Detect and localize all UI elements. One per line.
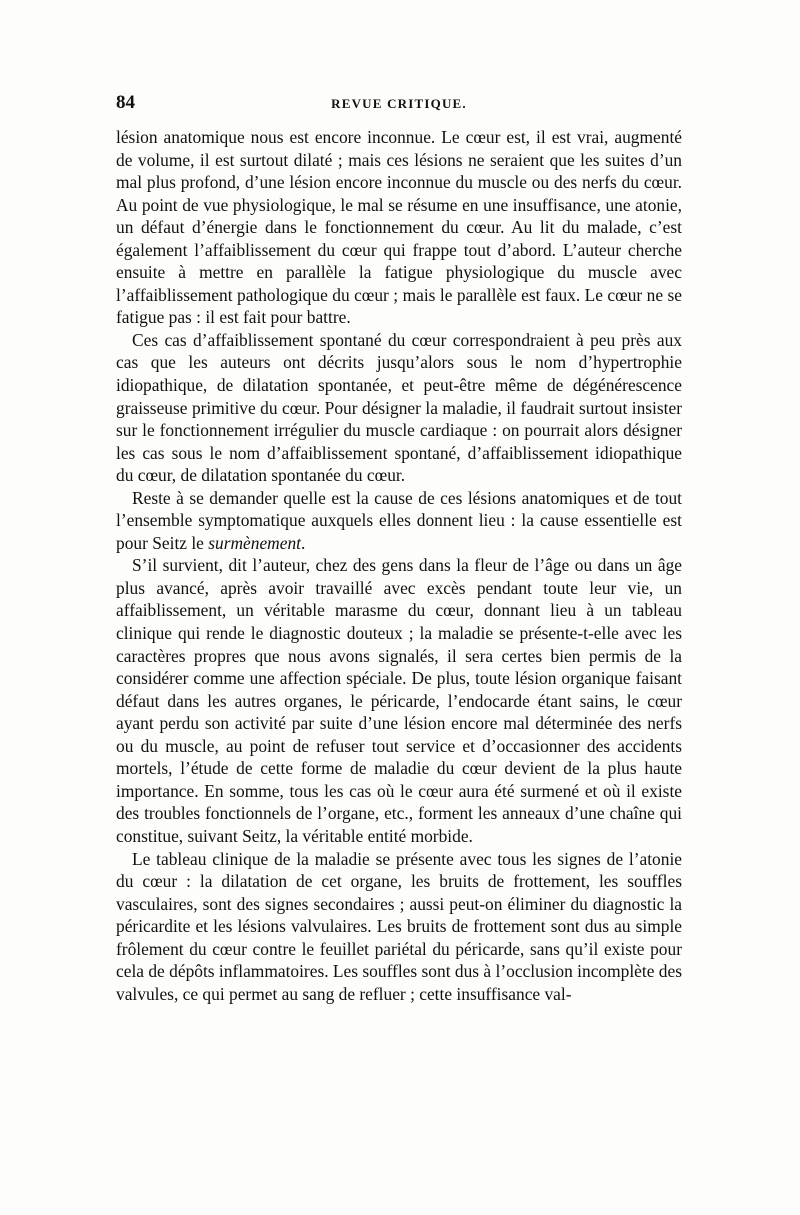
paragraph-3-text-after: . xyxy=(300,532,306,553)
body-text xyxy=(116,126,682,1005)
running-head: REVUE CRITIQUE. xyxy=(331,96,467,111)
page-header xyxy=(116,92,682,126)
paragraph-2: Ces cas d’affaiblissement spontané du cœur correspondraient à peu près aux cas que les auteurs ont décrits jusqu’alors sous le nom d’hypertrophie idiopathique, de dilatation spontanée, et peut-être même de dégénérescence graisseuse primitive du cœur. Pour désigner la maladie, il faudrait surtout insister sur le fonctionnement irrégulier du muscle cardiaque : on pourrait alors désigner les cas sous le nom d’affaiblissement spontané, d’affaiblissement idiopathique du cœur, de dilatation spontanée du cœur. xyxy=(116,329,682,486)
emphasis-surmenement: surmènement xyxy=(208,532,301,553)
paragraph-3-text-before: Reste à se demander quelle est la cause de ces lésions anatomiques et de tout l’ensemble symptomatique auxquels elles donnent lieu : la cause essentielle est pour Seitz le xyxy=(116,487,682,553)
book-page xyxy=(116,92,682,1005)
paragraph-3 xyxy=(116,487,682,555)
paragraph-4: S’il survient, dit l’auteur, chez des gens dans la fleur de l’âge ou dans un âge plus avancé, après avoir travaillé avec excès pendant toute leur vie, un affaiblissement, un véritable marasme du cœur, donnant lieu à un tableau clinique qui rende le diagnostic douteux ; la maladie se présente-t-elle avec les caractères propres que nous avons signalés, il sera certes bien permis de la considérer comme une affection spéciale. De plus, toute lésion organique faisant défaut dans les autres organes, le péricarde, l’endocarde étant sains, le cœur ayant perdu son activité par suite d’une lésion encore mal déterminée des nerfs ou du muscle, au point de refuser tout service et d’occasionner des accidents mortels, l’étude de cette forme de maladie du cœur devient de la plus haute importance. En somme, tous les cas où le cœur aura été surmené et où il existe des troubles fonctionnels de l’organe, etc., forment les anneaux d’une chaîne qui constitue, suivant Seitz, la véritable entité morbide. xyxy=(116,555,682,846)
paragraph-1: lésion anatomique nous est encore inconnue. Le cœur est, il est vrai, augmenté de volume, il est surtout dilaté ; mais ces lésions ne seraient que les suites d’un mal plus profond, d’une lésion encore inconnue du muscle ou des nerfs du cœur. Au point de vue physiologique, le mal se résume en une insuffisance, une atonie, un défaut d’énergie dans le fonctionnement du cœur. Au lit du malade, c’est également l’affaiblissement du cœur qui frappe tout d’abord. L’auteur cherche ensuite à mettre en parallèle la fatigue physiologique du muscle avec l’affaiblissement pathologique du cœur ; mais le parallèle est faux. Le cœur ne se fatigue pas : il est fait pour battre. xyxy=(116,127,682,328)
page-number: 84 xyxy=(116,92,135,113)
paragraph-5: Le tableau clinique de la maladie se présente avec tous les signes de l’atonie du cœur : la dilatation de cet organe, les bruits de frottement, les souffles vasculaires, sont des signes secondaires ; aussi peut-on éliminer du diagnostic la péricardite et les lésions valvulaires. Les bruits de frottement sont dus au simple frôlement du cœur contre le feuillet pariétal du péricarde, sans qu’il existe pour cela de dépôts inflammatoires. Les souffles sont dus à l’occlusion incomplète des valvules, ce qui permet au sang de refluer ; cette insuffisance val- xyxy=(116,848,682,1004)
